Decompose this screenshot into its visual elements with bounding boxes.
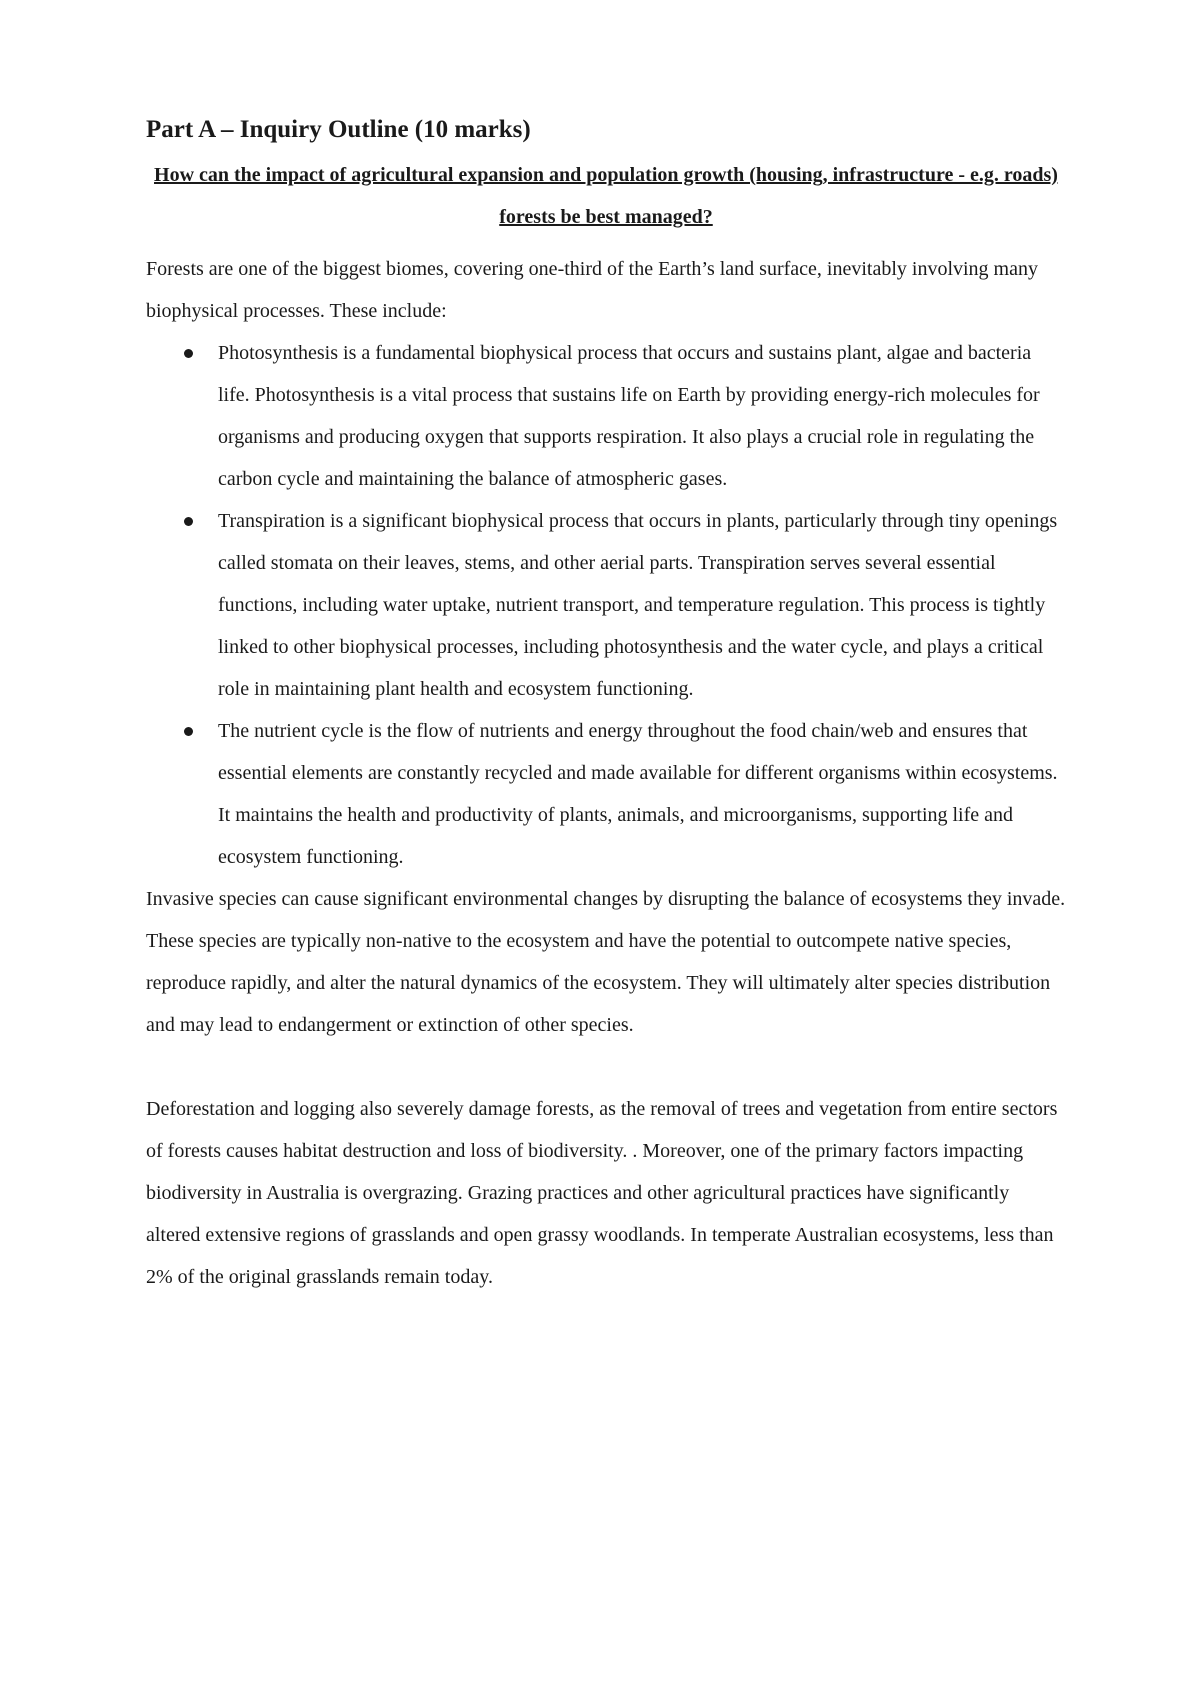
bullet-icon — [184, 727, 193, 736]
list-item-text: Transpiration is a significant biophysical process that occurs in plants, particularly through tiny openings called stomata on their leaves, stems, and other aerial parts. Transpiration serves several essential functions, including water uptake, nutrient transport, and temperature regulation. This process is tightly linked to other biophysical processes, including photosynthesis and the water cycle, and plays a critical role in maintaining plant health and ecosystem functioning. — [218, 510, 1058, 700]
part-title: Part A – Inquiry Outline (10 marks) — [146, 116, 531, 143]
biophysical-process-list — [146, 332, 1066, 878]
list-item-nutrient-cycle — [146, 710, 1066, 878]
list-item-text: Photosynthesis is a fundamental biophysical process that occurs and sustains plant, algae and bacteria life. Photosynthesis is a vital process that sustains life on Earth by providing energy-rich molecules for organisms and producing oxygen that supports respiration. It also plays a crucial role in regulating the carbon cycle and maintaining the balance of atmospheric gases. — [218, 342, 1040, 490]
deforestation-paragraph: Deforestation and logging also severely damage forests, as the removal of trees and vegetation from entire sectors of forests causes habitat destruction and loss of biodiversity. . Moreover, one of the primary factors impacting biodiversity in Australia is overgrazing. Grazing practices and other agricultural practices have significantly altered extensive regions of grasslands and open grassy woodlands. In temperate Australian ecosystems, less than 2% of the original grasslands remain today. — [146, 1098, 1058, 1288]
bullet-icon — [184, 349, 193, 358]
list-item-photosynthesis — [146, 332, 1066, 500]
inquiry-question: How can the impact of agricultural expansion and population growth (housing, infrastructure - e.g. roads) forests be best managed? — [154, 164, 1058, 228]
paragraph-spacer — [146, 1046, 1066, 1088]
invasive-species-paragraph: Invasive species can cause significant environmental changes by disrupting the balance of ecosystems they invade. These species are typically non-native to the ecosystem and have the potential to outcompete native species, reproduce rapidly, and alter the natural dynamics of the ecosystem. They will ultimately alter species distribution and may lead to endangerment or extinction of other species. — [146, 888, 1066, 1036]
list-item-transpiration — [146, 500, 1066, 710]
intro-paragraph: Forests are one of the biggest biomes, covering one-third of the Earth’s land surface, inevitably involving many biophysical processes. These include: — [146, 258, 1038, 322]
bullet-icon — [184, 517, 193, 526]
list-item-text: The nutrient cycle is the flow of nutrients and energy throughout the food chain/web and ensures that essential elements are constantly recycled and made available for different organisms within ecosystems. It maintains the health and productivity of plants, animals, and microorganisms, supporting life and ecosystem functioning. — [218, 720, 1058, 868]
document-page — [146, 108, 1066, 1298]
